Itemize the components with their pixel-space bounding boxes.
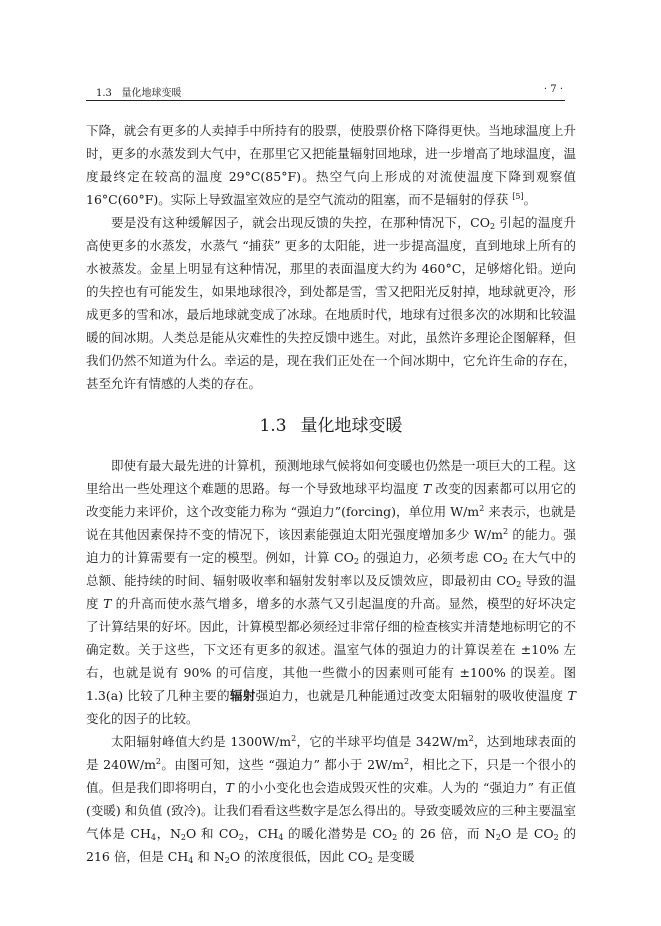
header-section-number: 1.3 [96, 88, 112, 99]
superscript: 2 [291, 733, 297, 743]
subscript: 2 [516, 580, 522, 589]
paragraph-3 [86, 454, 576, 730]
text-run: ，达到地球表面的是 240W/m [86, 734, 576, 772]
text-run: 的升高而使水蒸气增多，增多的水蒸气又引起温度的升高。显然，模型的好坏决定了计算结果的好坏。因此，计算模型都必须经过非常仔细的检查核实并清楚地标明它的不确定数。关于这些，下文还有更多的叙述。温室气体的强迫力的计算误差在 ±10% 左右，也就是说有 90% 的可信度，其他一些微小的因素则可能有 ±100% 的误差。图 1.3(a) 比较了几种主要的 [86, 596, 576, 703]
text-run: O 和 CO [186, 826, 239, 841]
paragraph-1 [86, 119, 576, 211]
text-run: 的能力。强迫力的计算需要有一定的模型。例如，计算 CO [86, 527, 576, 565]
text-run: 和 N [193, 849, 225, 864]
subscript: 2 [392, 833, 398, 842]
text-run: 的强迫力，必须考虑 CO [358, 550, 503, 565]
text-run: 改变的因素都可以用它的改变能力来评价，这个改变能力称为 “强迫力”(forcing)，单位用 W/m [86, 481, 576, 519]
superscript: 2 [479, 503, 485, 513]
text-block-top [86, 119, 576, 395]
subscript: 2 [353, 557, 359, 566]
variable-T: T [103, 596, 112, 611]
subscript: 2 [224, 856, 230, 865]
text-run: 的暖化潜势是 CO [283, 826, 393, 841]
superscript: 2 [502, 526, 509, 536]
subscript: 4 [188, 856, 194, 865]
text-run: 。由图可知，这些 “强迫力” 都小于 2W/m [161, 757, 404, 772]
superscript: 2 [404, 756, 410, 766]
paragraph-2 [86, 211, 576, 395]
subscript: 2 [502, 557, 508, 566]
subscript: 2 [180, 833, 187, 842]
text-run: O 的浓度很低，因此 CO [229, 849, 368, 864]
section-number: 1.3 [259, 416, 287, 436]
text-run: 在大气中的总额、能持续的时间、辐射吸收率和辐射发射率以及反馈效应，即最初由 CO [86, 550, 576, 588]
text-run: 的 216 倍，但是 CH [86, 826, 576, 864]
header-section-title: 量化地球变暖 [121, 88, 182, 99]
variable-T: T [422, 481, 432, 496]
superscript: 2 [468, 733, 474, 743]
text-run: 下降，就会有更多的人卖掉手中所持有的股票，使股票价格下降得更快。当地球温度上升时，更多的水蒸发到大气中，在那里它又把能量辐射回地球，进一步增高了地球温度，温度最终定在较高的温度 29°C(85°F)。热空气向上形成的对流使温度下降到观察值 16°C(60°F)。实际上导致温室效应的是空气流动的阻塞，而不是辐射的俘获 [86, 123, 576, 207]
paragraph-4 [86, 730, 576, 868]
text-run: ，CH [243, 826, 279, 841]
text-run: 导致的温度 [86, 573, 576, 611]
text-run: 的小小变化也会造成毁灭性的灾难。人为的 “强迫力” 有正值 (变暖) 和负值 (致冷)。让我们看看这些数字是怎么得出的。导致变暖效应的三种主要温室气体是 CH [86, 780, 576, 841]
citation-ref: [5] [512, 191, 524, 201]
subscript: 2 [238, 833, 244, 842]
text-run: 强迫力，也就是几种能通过改变太阳辐射的吸收使温度 [255, 688, 568, 703]
subscript: 4 [278, 833, 284, 842]
text-run: O 是 CO [500, 826, 554, 841]
section-title: 量化地球变暖 [300, 416, 403, 436]
text-run: 来表示，也就是说在其他因素保持不变的情况下，该因素能强迫太阳光强度增加多少 W/m [86, 504, 576, 542]
subscript: 2 [553, 833, 559, 842]
subscript: 2 [495, 833, 501, 842]
page-number: · 7 · [543, 84, 563, 95]
section-heading [86, 413, 576, 439]
text-run: ，它的半球平均值是 342W/m [296, 734, 469, 749]
subscript: 2 [489, 222, 496, 231]
subscript: 2 [367, 856, 373, 865]
superscript: 2 [155, 756, 162, 766]
text-run: 是变暖 [372, 849, 415, 864]
text-run: 太阳辐射峰值大约是 1300W/m [111, 734, 292, 749]
text-run: 。 [523, 192, 537, 207]
header-section [96, 84, 181, 99]
text-run: 变化的因子的比较。 [86, 711, 199, 726]
text-run: 的 26 倍，而 N [397, 826, 496, 841]
text-run: ，N [156, 826, 181, 841]
text-run: 要是没有这种缓解因子，就会出现反馈的失控，在那种情况下，CO [111, 215, 490, 230]
variable-T: T [567, 688, 576, 703]
subscript: 4 [150, 833, 156, 842]
bold-term: 辐射 [229, 688, 256, 703]
text-run: 引起的温度升高使更多的水蒸发，水蒸气 “捕获” 更多的太阳能，进一步提高温度，直到地球上所有的水被蒸发。金星上明显有这种情况，那里的表面温度大约为 460°C，足够熔化铅。逆向的失控也有可能发生，如果地球很冷，到处都是雪，雪又把阳光反射掉，地球就更冷，形成更多的雪和冰，最后地球就变成了冰球。在地质时代，地球有过很多次的冰期和比较温暖的间冰期。人类总是能从灾难性的失控反馈中逃生。对此，虽然许多理论企图解释，但我们仍然不知道为什么。幸运的是，现在我们正处在一个间冰期中，它允许生命的存在，甚至允许有情感的人类的存在。 [86, 215, 576, 391]
text-run: 即使有最大最先进的计算机，预测地球气候将如何变暖也仍然是一项巨大的工程。这里给出一些处理这个难题的思路。每一个导致地球平均温度 [86, 458, 576, 496]
variable-T: T [225, 780, 234, 795]
text-run: ，相比之下，只是一个很小的值。但是我们即将明白， [86, 757, 576, 795]
running-header [86, 82, 565, 101]
text-block-bottom [86, 454, 576, 868]
